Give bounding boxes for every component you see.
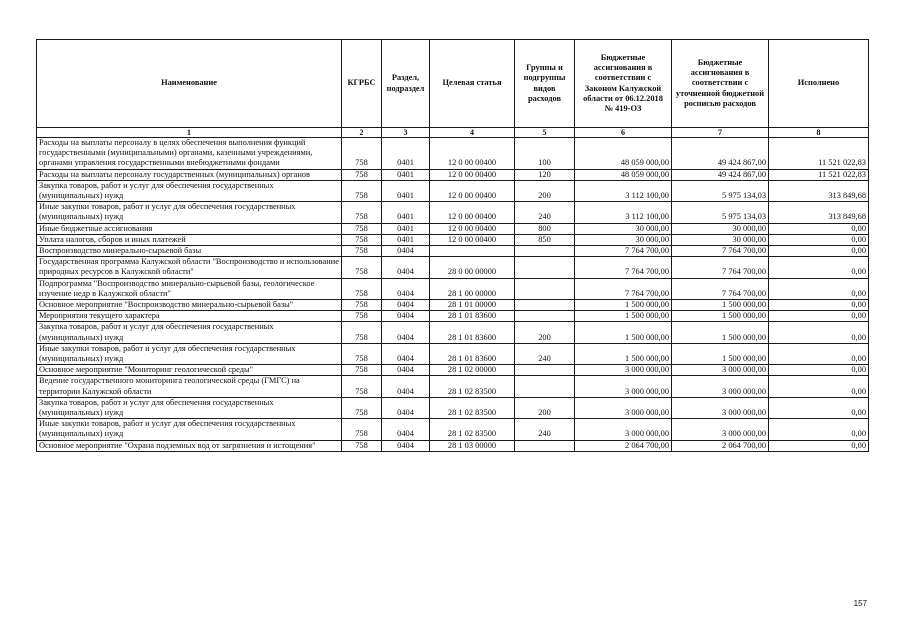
razdel-cell: 0404 (382, 343, 430, 364)
kgrbs-cell: 758 (342, 322, 382, 343)
razdel-cell: 0404 (382, 440, 430, 451)
col-header-cel: Целевая статья (430, 40, 515, 128)
expense-type-cell (515, 257, 575, 278)
expense-type-cell: 200 (515, 397, 575, 418)
executed-cell: 313 849,68 (769, 180, 869, 201)
executed-cell: 11 521 022,83 (769, 138, 869, 170)
razdel-cell: 0404 (382, 376, 430, 397)
row-name-cell: Воспроизводство минерально-сырьевой базы (37, 246, 342, 257)
kgrbs-cell: 758 (342, 234, 382, 245)
kgrbs-cell: 758 (342, 440, 382, 451)
row-name-cell: Подпрограмма "Воспроизводство минерально-сырьевой базы, геологическое изучение недр в Калужской области" (37, 278, 342, 299)
executed-cell: 313 849,68 (769, 202, 869, 223)
expense-type-cell (515, 365, 575, 376)
table-row (37, 343, 869, 364)
col-header-executed: Исполнено (769, 40, 869, 128)
kgrbs-cell: 758 (342, 180, 382, 201)
row-name-cell: Иные закупки товаров, работ и услуг для обеспечения государственных (муниципальных) нужд (37, 343, 342, 364)
table-row (37, 419, 869, 440)
row-name-cell: Иные закупки товаров, работ и услуг для обеспечения государственных (муниципальных) нужд (37, 419, 342, 440)
col-header-group: Группы и подгруппы видов расходов (515, 40, 575, 128)
kgrbs-cell: 758 (342, 300, 382, 311)
target-article-cell: 28 1 01 83600 (430, 311, 515, 322)
table-row (37, 365, 869, 376)
target-article-cell: 28 1 01 00000 (430, 300, 515, 311)
razdel-cell: 0401 (382, 223, 430, 234)
target-article-cell: 12 0 00 00400 (430, 223, 515, 234)
col-number: 6 (575, 128, 672, 138)
budget-refined-cell: 1 500 000,00 (672, 343, 769, 364)
razdel-cell: 0404 (382, 365, 430, 376)
razdel-cell: 0401 (382, 169, 430, 180)
budget-refined-cell: 30 000,00 (672, 223, 769, 234)
budget-law-cell: 1 500 000,00 (575, 311, 672, 322)
budget-law-cell: 3 000 000,00 (575, 419, 672, 440)
executed-cell: 0,00 (769, 223, 869, 234)
target-article-cell: 12 0 00 00400 (430, 169, 515, 180)
razdel-cell: 0404 (382, 419, 430, 440)
expense-type-cell: 240 (515, 343, 575, 364)
table-row (37, 440, 869, 451)
executed-cell: 0,00 (769, 419, 869, 440)
row-name-cell: Расходы на выплаты персоналу в целях обеспечения выполнения функций государственными (муниципальными) органами, казенными учреждениями, органами управления государственными внебюджетными фондами (37, 138, 342, 170)
kgrbs-cell: 758 (342, 311, 382, 322)
expense-type-cell: 200 (515, 322, 575, 343)
razdel-cell: 0404 (382, 257, 430, 278)
razdel-cell: 0404 (382, 397, 430, 418)
table-row (37, 234, 869, 245)
budget-refined-cell: 5 975 134,03 (672, 180, 769, 201)
budget-refined-cell: 30 000,00 (672, 234, 769, 245)
budget-refined-cell: 49 424 867,00 (672, 169, 769, 180)
budget-law-cell: 7 764 700,00 (575, 246, 672, 257)
col-number: 1 (37, 128, 342, 138)
table-row (37, 138, 869, 170)
row-name-cell: Закупка товаров, работ и услуг для обеспечения государственных (муниципальных) нужд (37, 397, 342, 418)
target-article-cell: 28 1 02 83500 (430, 376, 515, 397)
row-name-cell: Основное мероприятие "Воспроизводство минерально-сырьевой базы" (37, 300, 342, 311)
executed-cell: 0,00 (769, 365, 869, 376)
table-row (37, 322, 869, 343)
table-row (37, 223, 869, 234)
executed-cell: 0,00 (769, 278, 869, 299)
table-row (37, 180, 869, 201)
budget-law-cell: 1 500 000,00 (575, 343, 672, 364)
col-header-razdel: Раздел, подраздел (382, 40, 430, 128)
budget-law-cell: 7 764 700,00 (575, 257, 672, 278)
table-row (37, 169, 869, 180)
target-article-cell (430, 246, 515, 257)
executed-cell: 0,00 (769, 376, 869, 397)
col-number: 2 (342, 128, 382, 138)
executed-cell: 0,00 (769, 300, 869, 311)
budget-law-cell: 1 500 000,00 (575, 300, 672, 311)
target-article-cell: 28 1 02 00000 (430, 365, 515, 376)
kgrbs-cell: 758 (342, 397, 382, 418)
budget-law-cell: 2 064 700,00 (575, 440, 672, 451)
razdel-cell: 0401 (382, 180, 430, 201)
budget-law-cell: 3 000 000,00 (575, 397, 672, 418)
executed-cell: 11 521 022,83 (769, 169, 869, 180)
kgrbs-cell: 758 (342, 257, 382, 278)
expense-type-cell: 240 (515, 419, 575, 440)
executed-cell: 0,00 (769, 246, 869, 257)
page-number: 157 (853, 599, 867, 608)
razdel-cell: 0404 (382, 246, 430, 257)
budget-refined-cell: 1 500 000,00 (672, 311, 769, 322)
table-row (37, 278, 869, 299)
budget-law-cell: 7 764 700,00 (575, 278, 672, 299)
target-article-cell: 28 1 02 83500 (430, 419, 515, 440)
col-number: 3 (382, 128, 430, 138)
kgrbs-cell: 758 (342, 246, 382, 257)
budget-law-cell: 1 500 000,00 (575, 322, 672, 343)
razdel-cell: 0404 (382, 278, 430, 299)
budget-refined-cell: 7 764 700,00 (672, 257, 769, 278)
budget-law-cell: 30 000,00 (575, 234, 672, 245)
expense-type-cell: 100 (515, 138, 575, 170)
budget-execution-table (36, 39, 869, 452)
table-header-row (37, 40, 869, 128)
budget-refined-cell: 1 500 000,00 (672, 300, 769, 311)
razdel-cell: 0404 (382, 322, 430, 343)
budget-law-cell: 3 112 100,00 (575, 180, 672, 201)
budget-law-cell: 3 000 000,00 (575, 365, 672, 376)
budget-refined-cell: 49 424 867,00 (672, 138, 769, 170)
row-name-cell: Основное мероприятие "Мониторинг геологической среды" (37, 365, 342, 376)
kgrbs-cell: 758 (342, 419, 382, 440)
col-header-budget-law: Бюджетные ассигнования в соответствии с Законом Калужской области от 06.12.2018 № 419-ОЗ (575, 40, 672, 128)
executed-cell: 0,00 (769, 343, 869, 364)
kgrbs-cell: 758 (342, 278, 382, 299)
table-row (37, 246, 869, 257)
target-article-cell: 12 0 00 00400 (430, 138, 515, 170)
col-number: 4 (430, 128, 515, 138)
budget-refined-cell: 3 000 000,00 (672, 419, 769, 440)
table-row (37, 376, 869, 397)
budget-law-cell: 3 112 100,00 (575, 202, 672, 223)
table-row (37, 257, 869, 278)
table-row (37, 202, 869, 223)
row-name-cell: Иные закупки товаров, работ и услуг для обеспечения государственных (муниципальных) нужд (37, 202, 342, 223)
razdel-cell: 0401 (382, 138, 430, 170)
col-header-kgrbs: КГРБС (342, 40, 382, 128)
expense-type-cell (515, 311, 575, 322)
budget-refined-cell: 2 064 700,00 (672, 440, 769, 451)
kgrbs-cell: 758 (342, 376, 382, 397)
executed-cell: 0,00 (769, 257, 869, 278)
row-name-cell: Расходы на выплаты персоналу государственных (муниципальных) органов (37, 169, 342, 180)
expense-type-cell: 200 (515, 180, 575, 201)
row-name-cell: Закупка товаров, работ и услуг для обеспечения государственных (муниципальных) нужд (37, 322, 342, 343)
target-article-cell: 28 1 01 83600 (430, 322, 515, 343)
budget-law-cell: 48 059 000,00 (575, 138, 672, 170)
target-article-cell: 12 0 00 00400 (430, 234, 515, 245)
row-name-cell: Иные бюджетные ассигнования (37, 223, 342, 234)
expense-type-cell: 800 (515, 223, 575, 234)
col-number: 7 (672, 128, 769, 138)
expense-type-cell: 850 (515, 234, 575, 245)
expense-type-cell: 120 (515, 169, 575, 180)
col-number: 8 (769, 128, 869, 138)
row-name-cell: Уплата налогов, сборов и иных платежей (37, 234, 342, 245)
row-name-cell: Ведение государственного мониторинга геологической среды (ГМГС) на территории Калужской области (37, 376, 342, 397)
row-name-cell: Основное мероприятие "Охрана подземных вод от загрязнения и истощения" (37, 440, 342, 451)
kgrbs-cell: 758 (342, 365, 382, 376)
budget-law-cell: 3 000 000,00 (575, 376, 672, 397)
razdel-cell: 0404 (382, 311, 430, 322)
table-row (37, 397, 869, 418)
expense-type-cell: 240 (515, 202, 575, 223)
budget-refined-cell: 7 764 700,00 (672, 246, 769, 257)
kgrbs-cell: 758 (342, 169, 382, 180)
budget-refined-cell: 1 500 000,00 (672, 322, 769, 343)
expense-type-cell (515, 246, 575, 257)
kgrbs-cell: 758 (342, 223, 382, 234)
row-name-cell: Мероприятия текущего характера (37, 311, 342, 322)
target-article-cell: 28 1 03 00000 (430, 440, 515, 451)
target-article-cell: 12 0 00 00400 (430, 202, 515, 223)
col-header-name: Наименование (37, 40, 342, 128)
expense-type-cell (515, 376, 575, 397)
budget-refined-cell: 7 764 700,00 (672, 278, 769, 299)
expense-type-cell (515, 278, 575, 299)
kgrbs-cell: 758 (342, 138, 382, 170)
row-name-cell: Государственная программа Калужской области "Воспроизводство и использование природных ресурсов в Калужской области" (37, 257, 342, 278)
col-header-budget-refined: Бюджетные ассигнования в соответствии с уточненной бюджетной росписью расходов (672, 40, 769, 128)
executed-cell: 0,00 (769, 322, 869, 343)
col-number: 5 (515, 128, 575, 138)
budget-law-cell: 48 059 000,00 (575, 169, 672, 180)
column-number-row (37, 128, 869, 138)
razdel-cell: 0404 (382, 300, 430, 311)
budget-refined-cell: 5 975 134,03 (672, 202, 769, 223)
target-article-cell: 28 0 00 00000 (430, 257, 515, 278)
budget-refined-cell: 3 000 000,00 (672, 365, 769, 376)
razdel-cell: 0401 (382, 234, 430, 245)
executed-cell: 0,00 (769, 234, 869, 245)
target-article-cell: 28 1 00 00000 (430, 278, 515, 299)
budget-refined-cell: 3 000 000,00 (672, 376, 769, 397)
executed-cell: 0,00 (769, 311, 869, 322)
target-article-cell: 28 1 02 83500 (430, 397, 515, 418)
expense-type-cell (515, 440, 575, 451)
executed-cell: 0,00 (769, 440, 869, 451)
target-article-cell: 28 1 01 83600 (430, 343, 515, 364)
kgrbs-cell: 758 (342, 343, 382, 364)
kgrbs-cell: 758 (342, 202, 382, 223)
table-row (37, 300, 869, 311)
target-article-cell: 12 0 00 00400 (430, 180, 515, 201)
expense-type-cell (515, 300, 575, 311)
table-body (37, 138, 869, 452)
executed-cell: 0,00 (769, 397, 869, 418)
row-name-cell: Закупка товаров, работ и услуг для обеспечения государственных (муниципальных) нужд (37, 180, 342, 201)
budget-refined-cell: 3 000 000,00 (672, 397, 769, 418)
razdel-cell: 0401 (382, 202, 430, 223)
table-row (37, 311, 869, 322)
budget-law-cell: 30 000,00 (575, 223, 672, 234)
